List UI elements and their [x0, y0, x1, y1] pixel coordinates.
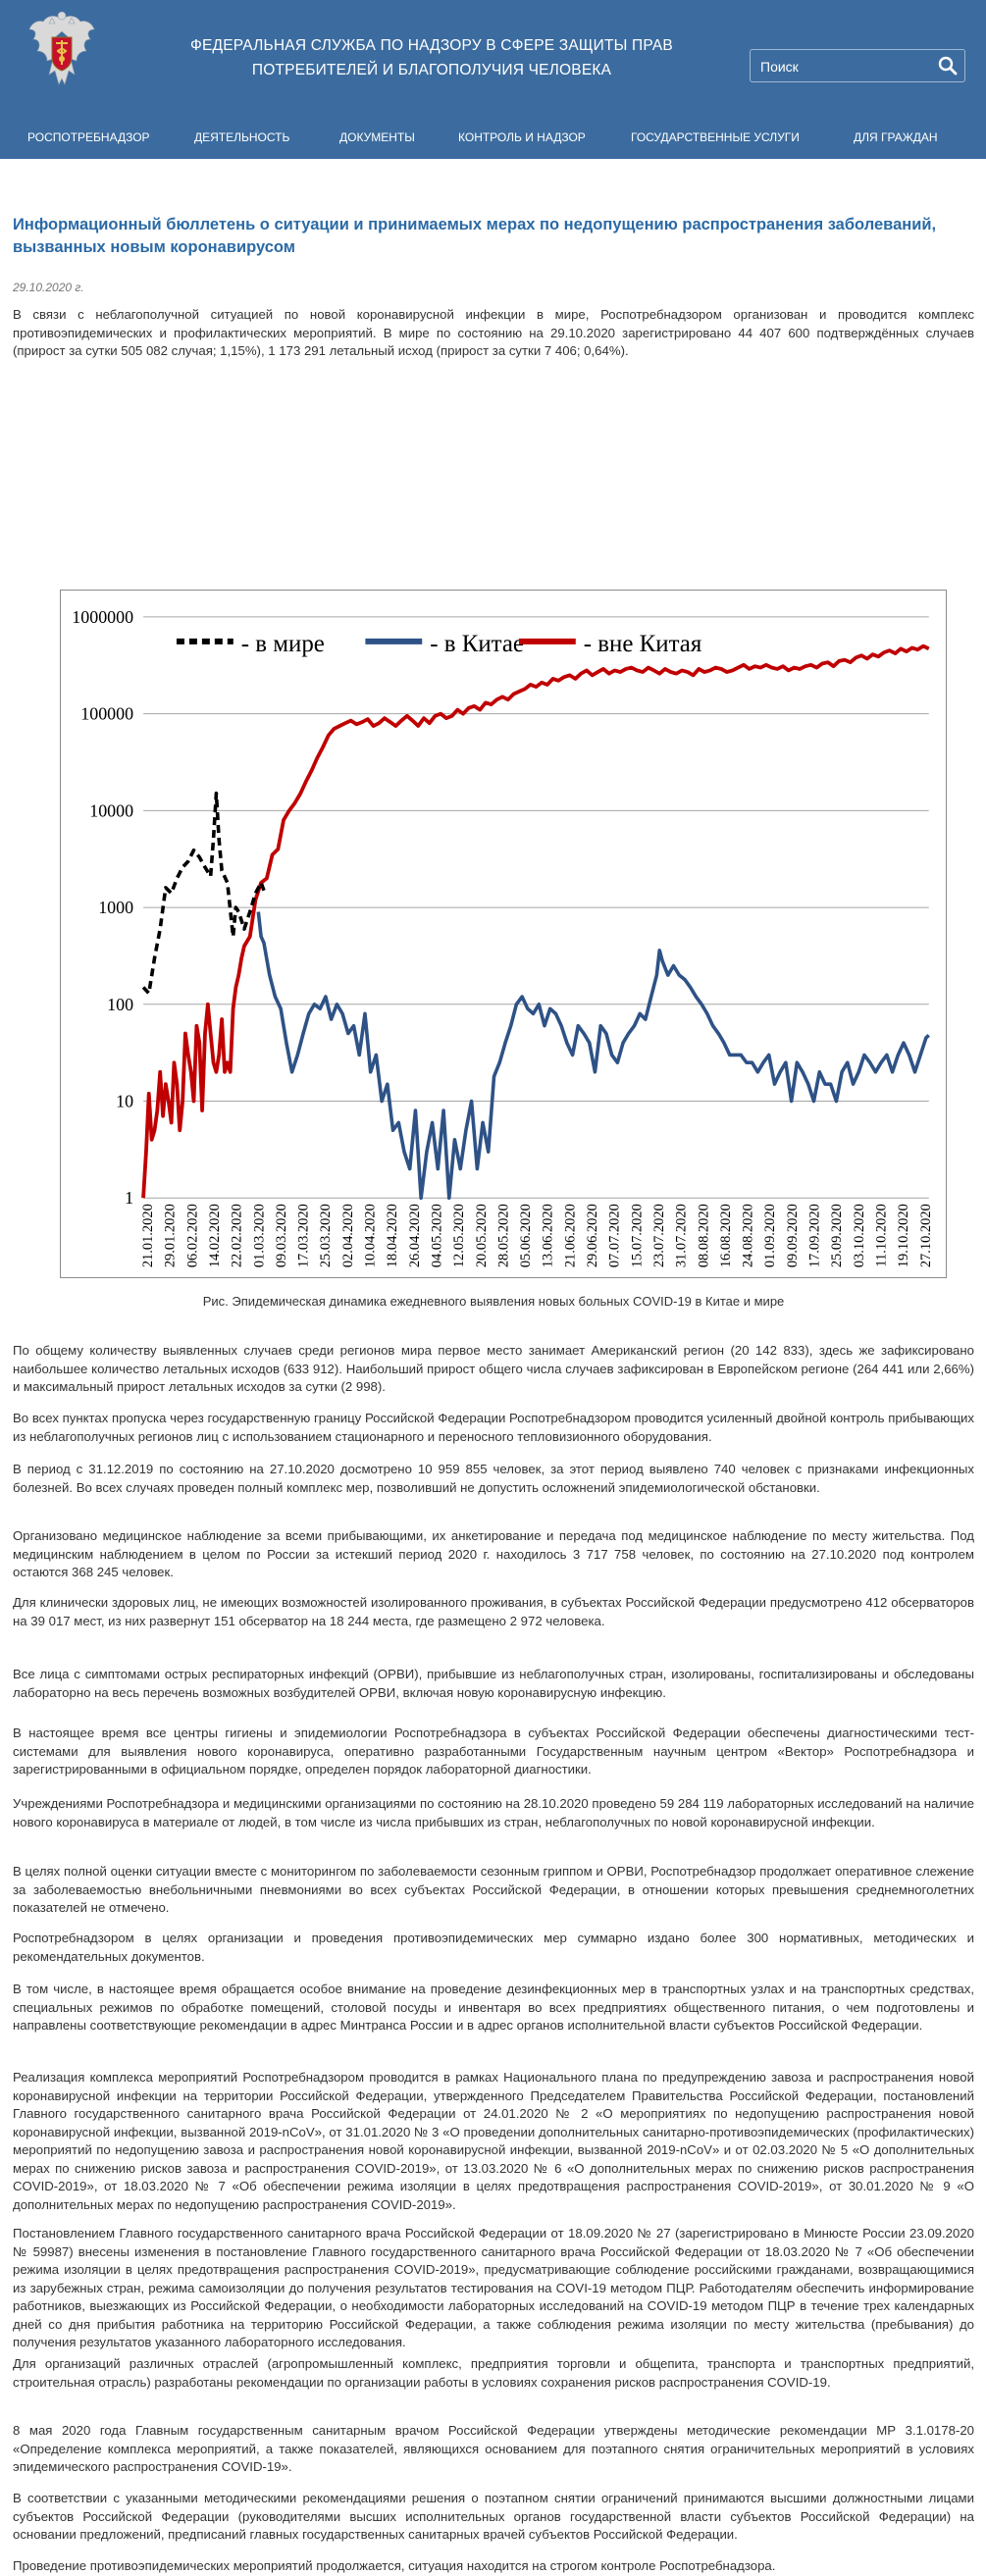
paragraph: В соответствии с указанными методическими рекомендациями решения о поэтапном снятии ограничений принимаются высшими должностными лицами субъектов Российской Федерации (руководителями высших исполнительных органов государственной власти субъектов Российской Федерации) на основании предложений, предписаний главных государственных санитарных врачей субъектов Российской Федерации.: [13, 2491, 974, 2542]
x-tick-label: 27.10.2020: [917, 1204, 934, 1268]
article-title: Информационный бюллетень о ситуации и принимаемых мерах по недопущению распространения заболеваний, вызванных новым коронавирусом: [13, 216, 937, 256]
site-title: [186, 33, 677, 82]
paragraph: В настоящее время все центры гигиены и эпидемиологии Роспотребнадзора в субъектах Российской Федерации обеспечены диагностическими тест-системами для выявления нового коронавируса, оперативно разработанными Государственным научным центром «Вектор» Роспотребнадзора и зарегистрированными в официальном порядке, определен порядок лабораторной диагностики.: [13, 1726, 974, 1777]
double-headed-eagle-emblem-icon[interactable]: [26, 10, 98, 92]
world-series-line: [143, 794, 264, 994]
y-tick-label: 1000000: [72, 606, 134, 627]
x-tick-label: 07.07.2020: [606, 1204, 623, 1268]
search-input[interactable]: [758, 56, 929, 77]
article-date: 29.10.2020 г.: [13, 281, 84, 294]
legend-outside-china-label: - вне Китая: [583, 630, 702, 657]
x-tick-label: 19.10.2020: [896, 1204, 912, 1268]
x-tick-label: 17.09.2020: [806, 1204, 823, 1268]
paragraph: В целях полной оценки ситуации вместе с мониторингом по заболеваемости сезонным гриппом и ОРВИ, Роспотребнадзор продолжает оперативное слежение за заболеваемостью внебольничными пневмониями во всех субъектах Российской Федерации, в отношении которых превышения среднемноголетних показателей не отмечено.: [13, 1864, 974, 1915]
x-tick-label: 29.01.2020: [162, 1204, 179, 1268]
x-tick-label: 18.04.2020: [385, 1204, 401, 1268]
x-tick-label: 09.09.2020: [784, 1204, 801, 1268]
site-title-line2: ПОТРЕБИТЕЛЕЙ И БЛАГОПОЛУЧИЯ ЧЕЛОВЕКА: [251, 62, 612, 78]
paragraph: В период с 31.12.2019 по состоянию на 27.10.2020 досмотрено 10 959 855 человек, за этот период выявлено 740 человек с признаками инфекционных болезней. Во всех случаях проведен полный комплекс мер, позволивший не допустить осложнений эпидемиологической обстановки.: [13, 1462, 974, 1495]
magnifier-icon[interactable]: [937, 55, 959, 77]
x-tick-label: 11.10.2020: [873, 1204, 890, 1267]
chart-caption: Рис. Эпидемическая динамика ежедневного выявления новых больных COVID-19 в Китае и мире: [202, 1294, 785, 1309]
x-tick-label: 21.06.2020: [562, 1204, 579, 1268]
paragraph: 8 мая 2020 года Главным государственным санитарным врачом Российской Федерации утверждены методические рекомендации МР 3.1.0178-20 «Определение комплекса мероприятий, а также показателей, являющихся основанием для поэтапного снятия ограничительных мероприятий в условиях эпидемического распространения COVID-19».: [13, 2423, 974, 2474]
x-tick-label: 21.01.2020: [140, 1204, 157, 1268]
article: [13, 214, 974, 2573]
site-header: [0, 0, 986, 159]
x-tick-label: 25.03.2020: [318, 1204, 335, 1268]
legend-china-label: - в Китае: [430, 630, 524, 657]
nav-item-public-services[interactable]: ГОСУДАРСТВЕННЫЕ УСЛУГИ: [631, 130, 800, 144]
paragraph: Постановлением Главного государственного санитарного врача Российской Федерации от 18.09.2020 № 27 (зарегистрировано в Минюсте России 23.09.2020 № 59987) внесены изменения в постановление Главного государственного санитарного врача Российской Федерации от 18.03.2020 № 7 «Об обеспечении режима изоляции в целях предотвращения распространения COVID-2019», предусматривающие соблюдение российскими гражданами, возвращающимися из зарубежных стран, режима самоизоляции до получения результатов тестирования на COVI-19 методом ПЦР. Работодателям обеспечить информирование работников, выезжающих из Российской Федерации, о необходимости лабораторных исследований на COVID-19 методом ПЦР в течение трех календарных дней со дня прибытия работника на территорию Российской Федерации, а также соблюдения режима изоляции по месту жительства (пребывания) до получения результатов указанного лабораторного исследования.: [13, 2226, 974, 2349]
paragraph: В том числе, в настоящее время обращается особое внимание на проведение дезинфекционных мер в транспортных узлах и на транспортных средствах, специальных режимов по обработке помещений, столовой посуды и инвентаря во всех предприятиях общественного питания, о чем подготовлены и направлены соответствующие рекомендации в адрес Минтранса России и в адрес органов исполнительной власти субъектов Российской Федерации.: [13, 1982, 974, 2033]
y-tick-label: 1000: [98, 898, 134, 918]
site-title-line1: ФЕДЕРАЛЬНАЯ СЛУЖБА ПО НАДЗОРУ В СФЕРЕ ЗАЩИТЫ ПРАВ: [190, 37, 673, 54]
x-tick-label: 26.04.2020: [406, 1204, 423, 1268]
paragraph: Во всех пунктах пропуска через государственную границу Российской Федерации Роспотребнадзором проводится усиленный двойной контроль прибывающих из неблагополучных регионов лиц с использованием стационарного и переносного тепловизионного оборудования.: [13, 1411, 974, 1444]
y-tick-label: 10: [116, 1091, 134, 1111]
x-tick-label: 09.03.2020: [273, 1204, 289, 1268]
x-tick-label: 15.07.2020: [629, 1204, 646, 1268]
x-tick-label: 23.07.2020: [650, 1204, 667, 1268]
x-tick-label: 28.05.2020: [495, 1204, 512, 1268]
paragraph: Проведение противоэпидемических мероприятий продолжается, ситуация находится на строгом контроле Роспотребнадзора.: [13, 2558, 776, 2573]
search-box: [750, 49, 965, 82]
paragraph: Учреждениями Роспотребнадзора и медицинскими организациями по состоянию на 28.10.2020 проведено 59 284 119 лабораторных исследований на наличие нового коронавируса в материале от людей, в том числе из числа прибывших из стран, неблагополучных по новой коронавирусной инфекции.: [13, 1796, 974, 1829]
china-series-line: [258, 912, 928, 1199]
x-tick-label: 03.10.2020: [851, 1204, 867, 1268]
x-tick-label: 06.02.2020: [184, 1204, 201, 1268]
nav-item-for-citizens[interactable]: ДЛЯ ГРАЖДАН: [854, 130, 938, 144]
x-tick-label: 01.03.2020: [251, 1204, 268, 1268]
intro-paragraph: В связи с неблагополучной ситуацией по новой коронавирусной инфекции в мире, Роспотребнадзором организован и проводится комплекс противоэпидемических и профилактических мероприятий. В мире по состоянию на 29.10.2020 зарегистрировано 44 407 600 подтверждённых случаев (прирост за сутки 505 082 случая; 1,15%), 1 173 291 летальный исход (прирост за сутки 7 406; 0,64%).: [13, 307, 974, 358]
y-tick-label: 100000: [80, 703, 134, 724]
x-tick-label: 10.04.2020: [362, 1204, 379, 1268]
paragraph: Для клинически здоровых лиц, не имеющих возможностей изолированного проживания, в субъектах Российской Федерации предусмотрено 412 обсерваторов на 39 017 мест, из них развернут 151 обсерватор на 18 244 места, где размещено 2 972 человека.: [13, 1595, 974, 1628]
paragraph: Организовано медицинское наблюдение за всеми прибывающими, их анкетирование и передача под медицинское наблюдение по месту жительства. Под медицинским наблюдением в целом по России за истекший период 2020 г. находилось 3 717 758 человек, по состоянию на 27.10.2020 под контролем остаются 368 245 человек.: [13, 1528, 974, 1579]
x-tick-label: 17.03.2020: [295, 1204, 312, 1268]
main-nav: [0, 124, 986, 153]
x-tick-label: 24.08.2020: [740, 1204, 756, 1268]
x-tick-label: 14.02.2020: [206, 1204, 223, 1268]
paragraph: Реализация комплекса мероприятий Роспотребнадзором проводится в рамках Национального плана по предупреждению завоза и распространения новой коронавирусной инфекции на территории Российской Федерации, утвержденного Председателем Правительства Российской Федерации, постановлений Главного государственного санитарного врача Российской Федерации от 24.01.2020 № 2 «О мероприятиях по недопущению распространения новой коронавирусной инфекции, вызванной 2019-nCoV», от 31.01.2020 № 3 «О проведении дополнительных санитарно-противоэпидемических (профилактических) мероприятий по недопущению завоза и распространения новой коронавирусной инфекции, вызванной 2019-nCoV» и от 02.03.2020 № 5 «О дополнительных мерах по снижению рисков завоза и распространения COVID-2019», от 13.03.2020 № 6 «О дополнительных мерах по снижению рисков распространения COVID-2019», от 18.03.2020 № 7 «Об обеспечении режима изоляции в целях предотвращения распространения COVID-2019», от 30.01.2020 № 9 «О дополнительных мерах по недопущению распространения COVID-2019».: [13, 2070, 974, 2212]
nav-item-rospotrebnadzor[interactable]: РОСПОТРЕБНАДЗОР: [27, 130, 150, 144]
x-tick-label: 02.04.2020: [339, 1204, 356, 1268]
nav-item-documents[interactable]: ДОКУМЕНТЫ: [339, 130, 415, 144]
x-tick-label: 29.06.2020: [585, 1204, 601, 1268]
y-tick-label: 100: [107, 994, 134, 1014]
x-tick-label: 08.08.2020: [696, 1204, 712, 1268]
paragraph: По общему количеству выявленных случаев среди регионов мира первое место занимает Американский регион (20 142 833), здесь же зафиксировано наибольшее количество летальных исходов (633 912). Наибольший прирост общего числа случаев зафиксирован в Европейском регионе (264 441 или 2,66%) и максимальный прирост летальных исходов за сутки (2 998).: [13, 1343, 974, 1394]
x-tick-label: 13.06.2020: [540, 1204, 556, 1268]
nav-item-activity[interactable]: ДЕЯТЕЛЬНОСТЬ: [194, 130, 290, 144]
x-tick-label: 04.05.2020: [429, 1204, 445, 1268]
paragraph: Все лица с симптомами острых респираторных инфекций (ОРВИ), прибывшие из неблагополучных стран, изолированы, госпитализированы и обследованы лабораторно на весь перечень возможных возбудителей ОРВИ, включая новую коронавирусную инфекцию.: [13, 1667, 974, 1700]
x-tick-label: 25.09.2020: [829, 1204, 846, 1268]
x-tick-label: 20.05.2020: [473, 1204, 490, 1268]
x-tick-label: 22.02.2020: [229, 1204, 245, 1268]
x-tick-label: 01.09.2020: [762, 1204, 779, 1268]
x-tick-label: 12.05.2020: [451, 1204, 468, 1268]
y-tick-label: 10000: [89, 800, 134, 821]
legend-world-label: - в мире: [240, 630, 325, 657]
epidemic-chart: [60, 590, 947, 1278]
nav-item-control[interactable]: КОНТРОЛЬ И НАДЗОР: [458, 130, 586, 144]
y-tick-label: 1: [125, 1188, 134, 1209]
paragraph: Для организаций различных отраслей (агропромышленный комплекс, предприятия торговли и общепита, транспорта и транспортных предприятий, строительная отрасль) разработаны рекомендации по организации работы в условиях сохранения рисков распространения COVID-19.: [13, 2356, 974, 2390]
paragraph: Роспотребнадзором в целях организации и проведения противоэпидемических мер суммарно издано более 300 нормативных, методических и рекомендательных документов.: [13, 1931, 974, 1964]
x-tick-label: 31.07.2020: [673, 1204, 690, 1268]
x-tick-label: 05.06.2020: [518, 1204, 535, 1268]
x-tick-label: 16.08.2020: [717, 1204, 734, 1268]
